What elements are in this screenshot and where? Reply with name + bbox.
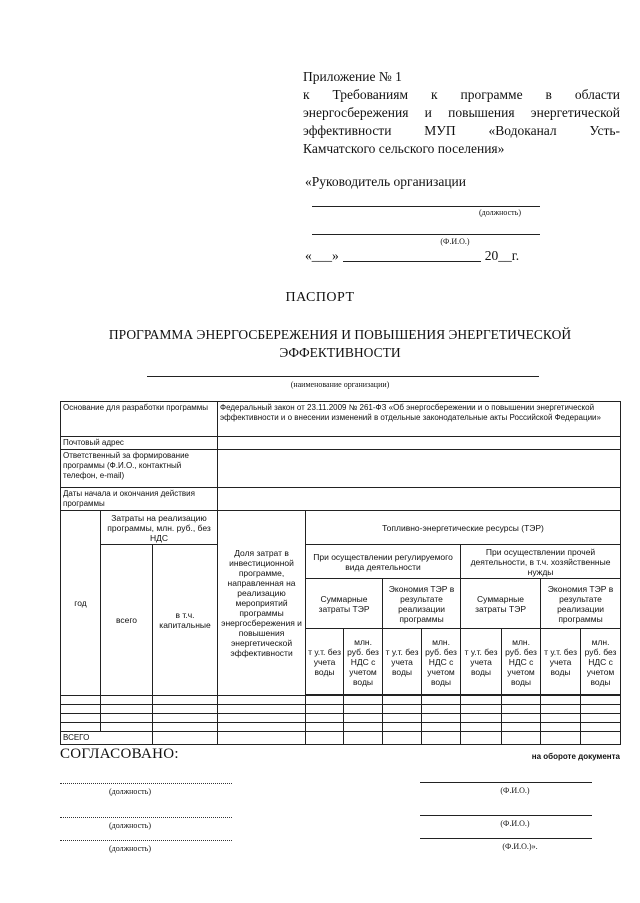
org-caption: (наименование организации) bbox=[290, 380, 390, 389]
col-header-tut: т у.т. без учета воды bbox=[461, 629, 502, 695]
row-label: Основание для разработки программы bbox=[61, 402, 218, 437]
reverse-note: на обороте документа bbox=[531, 752, 620, 761]
appendix-line: Камчатского сельского поселения» bbox=[303, 141, 505, 156]
table-row bbox=[61, 450, 621, 488]
program-title-line: ЭФФЕКТИВНОСТИ bbox=[279, 345, 401, 360]
row-value: Федеральный закон от 23.11.2009 № 261-ФЗ «Об энергосбережении и о повышении энергетической эффективности и о внесении изменений в отдельные законодательные акты Российской Федерации» bbox=[218, 402, 621, 437]
total-label: ВСЕГО bbox=[61, 732, 153, 745]
appendix-line: к Требованиям к программе в области bbox=[303, 87, 620, 102]
agreed-position-line bbox=[60, 783, 232, 784]
row-label: Даты начала и окончания действия программы bbox=[61, 488, 218, 511]
agreed-position-caption: (должность) bbox=[109, 844, 151, 853]
position-caption: (должность) bbox=[479, 208, 521, 217]
col-header-mln: млн. руб. без НДС с учетом воды bbox=[502, 629, 541, 695]
col-header-other: При осуществлении прочей деятельности, в т.ч. хозяйственные нужды bbox=[461, 545, 621, 579]
table-header-row bbox=[61, 511, 621, 545]
col-header-tut: т у.т. без учета воды bbox=[541, 629, 581, 695]
date-year: 20__г. bbox=[484, 248, 520, 263]
agreed-position-line bbox=[60, 840, 232, 841]
name-line bbox=[312, 234, 540, 235]
appendix-block bbox=[303, 68, 620, 158]
table-row bbox=[61, 437, 621, 450]
table-row bbox=[61, 723, 621, 732]
col-header-tut: т у.т. без учета воды bbox=[306, 629, 344, 695]
row-label: Почтовый адрес bbox=[61, 437, 218, 450]
table-total-row bbox=[61, 732, 621, 745]
passport-title: ПАСПОРТ bbox=[285, 290, 355, 305]
position-line bbox=[312, 206, 540, 207]
agreed-position-caption: (должность) bbox=[109, 821, 151, 830]
agreed-name-caption: (Ф.И.О.) bbox=[500, 786, 530, 795]
col-header-economy: Экономия ТЭР в результате реализации программы bbox=[541, 579, 621, 629]
col-header-mln: млн. руб. без НДС с учетом воды bbox=[581, 629, 621, 695]
col-header-total: всего bbox=[101, 545, 153, 696]
date-month-line bbox=[343, 261, 481, 262]
col-header-regulated: При осуществлении регулируемого вида деятельности bbox=[306, 545, 461, 579]
table-row bbox=[61, 696, 621, 705]
agreed-name-line bbox=[420, 782, 592, 783]
passport-table bbox=[60, 401, 621, 745]
program-title bbox=[60, 326, 620, 362]
col-header-sum-ter: Суммарные затраты ТЭР bbox=[306, 579, 383, 629]
col-header-year: год bbox=[61, 511, 101, 696]
col-header-mln: млн. руб. без НДС с учетом воды bbox=[422, 629, 461, 695]
col-header-sum-ter: Суммарные затраты ТЭР bbox=[461, 579, 541, 629]
agreed-position-caption: (должность) bbox=[109, 787, 151, 796]
table-row bbox=[61, 714, 621, 723]
table-row bbox=[61, 705, 621, 714]
appendix-line: энергосбережения и повышения энергетической bbox=[303, 105, 620, 120]
agreed-name-caption: (Ф.И.О.)». bbox=[502, 842, 538, 851]
table-header-row bbox=[61, 545, 621, 579]
col-header-ter: Топливно-энергетические ресурсы (ТЭР) bbox=[306, 511, 621, 545]
col-header-economy: Экономия ТЭР в результате реализации программы bbox=[383, 579, 461, 629]
col-header-share: Доля затрат в инвестиционной программе, направленная на реализацию мероприятий программы энергосбережения и повышения энергетической эффективности bbox=[218, 511, 306, 696]
org-name-line bbox=[147, 376, 539, 377]
appendix-title: Приложение № 1 bbox=[303, 69, 402, 84]
date-day: «___» bbox=[305, 248, 339, 263]
agreed-name-line bbox=[420, 838, 592, 839]
col-header-mln: млн. руб. без НДС с учетом воды bbox=[344, 629, 383, 695]
row-label: Ответственный за формирование программы (Ф.И.О., контактный телефон, e-mail) bbox=[61, 450, 218, 488]
agreed-name-line bbox=[420, 815, 592, 816]
table-row bbox=[61, 488, 621, 511]
head-lead: «Руководитель организации bbox=[305, 174, 467, 189]
name-caption: (Ф.И.О.) bbox=[440, 237, 470, 246]
col-header-costs: Затраты на реализацию программы, млн. руб., без НДС bbox=[101, 511, 218, 545]
col-header-tut: т у.т. без учета воды bbox=[383, 629, 422, 695]
agreed-title: СОГЛАСОВАНО: bbox=[60, 746, 179, 762]
agreed-position-line bbox=[60, 817, 232, 818]
col-header-capital: в т.ч. капитальные bbox=[153, 545, 218, 696]
appendix-line: эффективности МУП «Водоканал Усть- bbox=[303, 123, 620, 138]
row-value bbox=[218, 488, 621, 511]
row-value bbox=[218, 437, 621, 450]
table-row bbox=[61, 402, 621, 437]
agreed-name-caption: (Ф.И.О.) bbox=[500, 819, 530, 828]
row-value bbox=[218, 450, 621, 488]
date-row bbox=[305, 248, 519, 264]
program-title-line: ПРОГРАММА ЭНЕРГОСБЕРЕЖЕНИЯ И ПОВЫШЕНИЯ ЭНЕРГЕТИЧЕСКОЙ bbox=[108, 327, 572, 342]
